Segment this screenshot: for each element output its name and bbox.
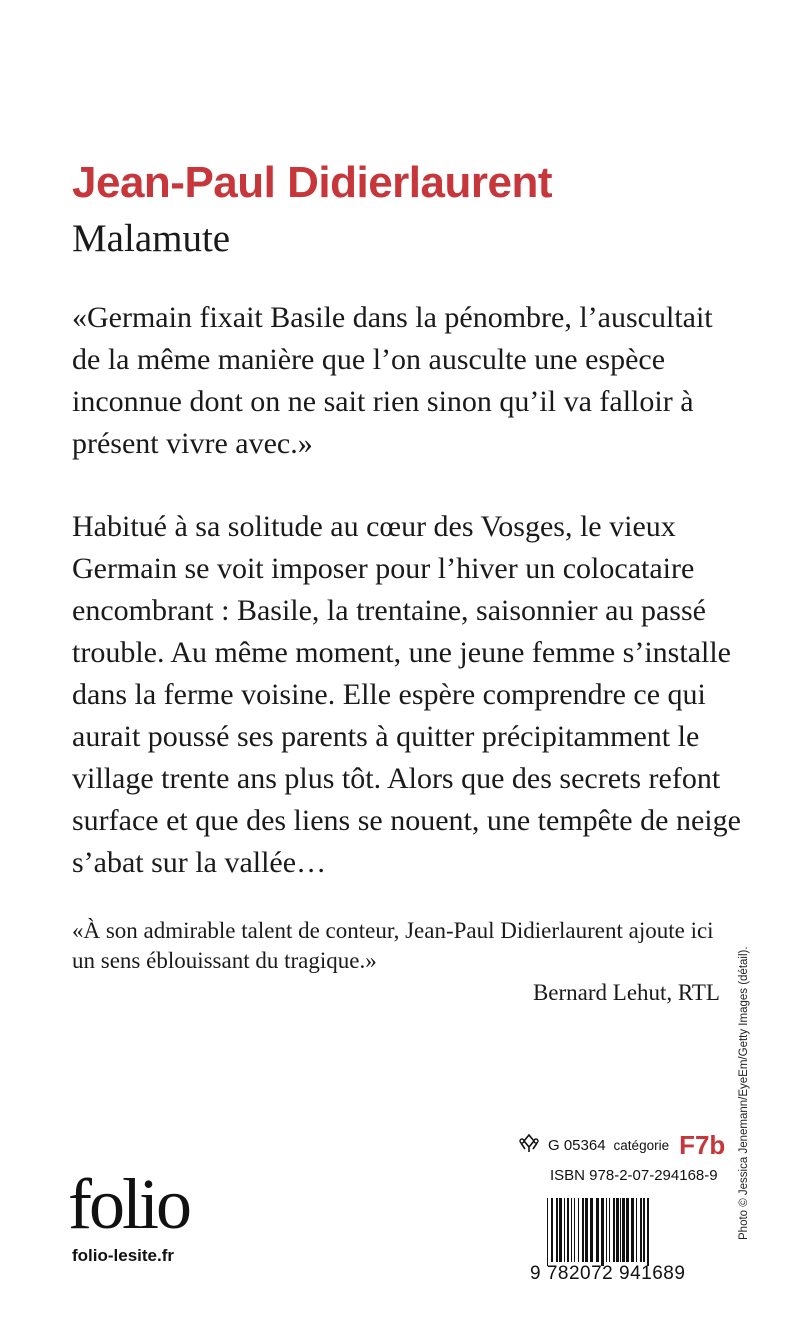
barcode-bar	[631, 1198, 634, 1262]
synopsis-line: encombrant : Basile, la trentaine, saisonnier au passé	[72, 594, 706, 627]
barcode-bar	[547, 1198, 548, 1266]
blurb-line: «À son admirable talent de conteur, Jean-Paul Didierlaurent ajoute ici	[72, 918, 714, 943]
excerpt-line: «Germain fixait Basile dans la pénombre, l’auscultait	[72, 301, 713, 334]
excerpt-line: inconnue dont on ne sait rien sinon qu’il va falloir à	[72, 385, 694, 418]
barcode-bar	[616, 1198, 619, 1262]
product-code: G 05364	[548, 1136, 606, 1154]
photo-credit: Photo © Jessica Jenemann/EyeEm/Getty Images (détail).	[738, 946, 750, 1240]
synopsis-line: trouble. Au même moment, une jeune femme s’installe	[72, 636, 731, 669]
barcode-bar	[574, 1198, 575, 1262]
barcode-bar	[640, 1198, 642, 1262]
barcode-bar	[585, 1198, 588, 1262]
barcode-bar	[601, 1198, 604, 1266]
barcode-bar	[620, 1198, 621, 1262]
excerpt-quote	[72, 297, 722, 465]
blurb-source: Bernard Lehut, RTL	[532, 980, 720, 1005]
barcode-bar	[613, 1198, 615, 1262]
excerpt-line: de la même manière que l’on ausculte une espèce	[72, 343, 666, 376]
author-name: Jean-Paul Didierlaurent	[72, 158, 552, 207]
blurb-line: un sens éblouissant du tragique.»	[72, 948, 377, 973]
barcode-bar	[567, 1198, 569, 1262]
barcode-bar	[647, 1198, 649, 1266]
barcode-bar	[609, 1198, 610, 1262]
barcode-bar	[626, 1198, 629, 1262]
barcode-bar	[578, 1198, 579, 1262]
book-title: Malamute	[72, 217, 231, 260]
press-blurb	[72, 916, 732, 976]
barcode-bar	[590, 1198, 593, 1262]
barcode-bar	[551, 1198, 553, 1262]
barcode-bar	[582, 1198, 584, 1262]
barcode-bar	[556, 1198, 558, 1262]
synopsis-line: village trente ans plus tôt. Alors que des secrets refont	[72, 762, 721, 795]
barcode	[545, 1198, 720, 1266]
synopsis-line: aurait poussé ses parents à quitter précipitamment le	[72, 720, 700, 753]
category-code: F7b	[679, 1129, 726, 1160]
barcode-bar	[643, 1198, 645, 1262]
synopsis-line: Habitué à sa solitude au cœur des Vosges, le vieux	[72, 510, 676, 543]
category-label: catégorie	[613, 1137, 670, 1153]
barcode-digits: 9 782072 941689	[530, 1263, 686, 1284]
barcode-bar	[564, 1198, 565, 1262]
synopsis-line: surface et que des liens se nouent, une tempête de neige	[72, 804, 741, 837]
synopsis-line: dans la ferme voisine. Elle espère comprendre ce qui	[72, 678, 706, 711]
publisher-logo: folio	[68, 1164, 189, 1244]
barcode-bar	[596, 1198, 599, 1262]
synopsis-line: Germain se voit imposer pour l’hiver un colocataire	[72, 552, 695, 585]
barcode-bar	[559, 1198, 562, 1262]
excerpt-line: présent vivre avec.»	[72, 427, 313, 460]
barcode-bar	[636, 1198, 637, 1262]
publisher-mark-icon	[518, 1133, 540, 1157]
synopsis-line: s’abat sur la vallée…	[72, 846, 327, 879]
isbn: ISBN 978-2-07-294168-9	[550, 1167, 718, 1184]
synopsis	[72, 506, 741, 884]
barcode-bar	[622, 1198, 625, 1262]
product-info	[518, 1128, 725, 1162]
barcode-bar	[571, 1198, 572, 1262]
publisher-site-link[interactable]: folio-lesite.fr	[72, 1246, 175, 1265]
barcode-bar	[606, 1198, 607, 1262]
